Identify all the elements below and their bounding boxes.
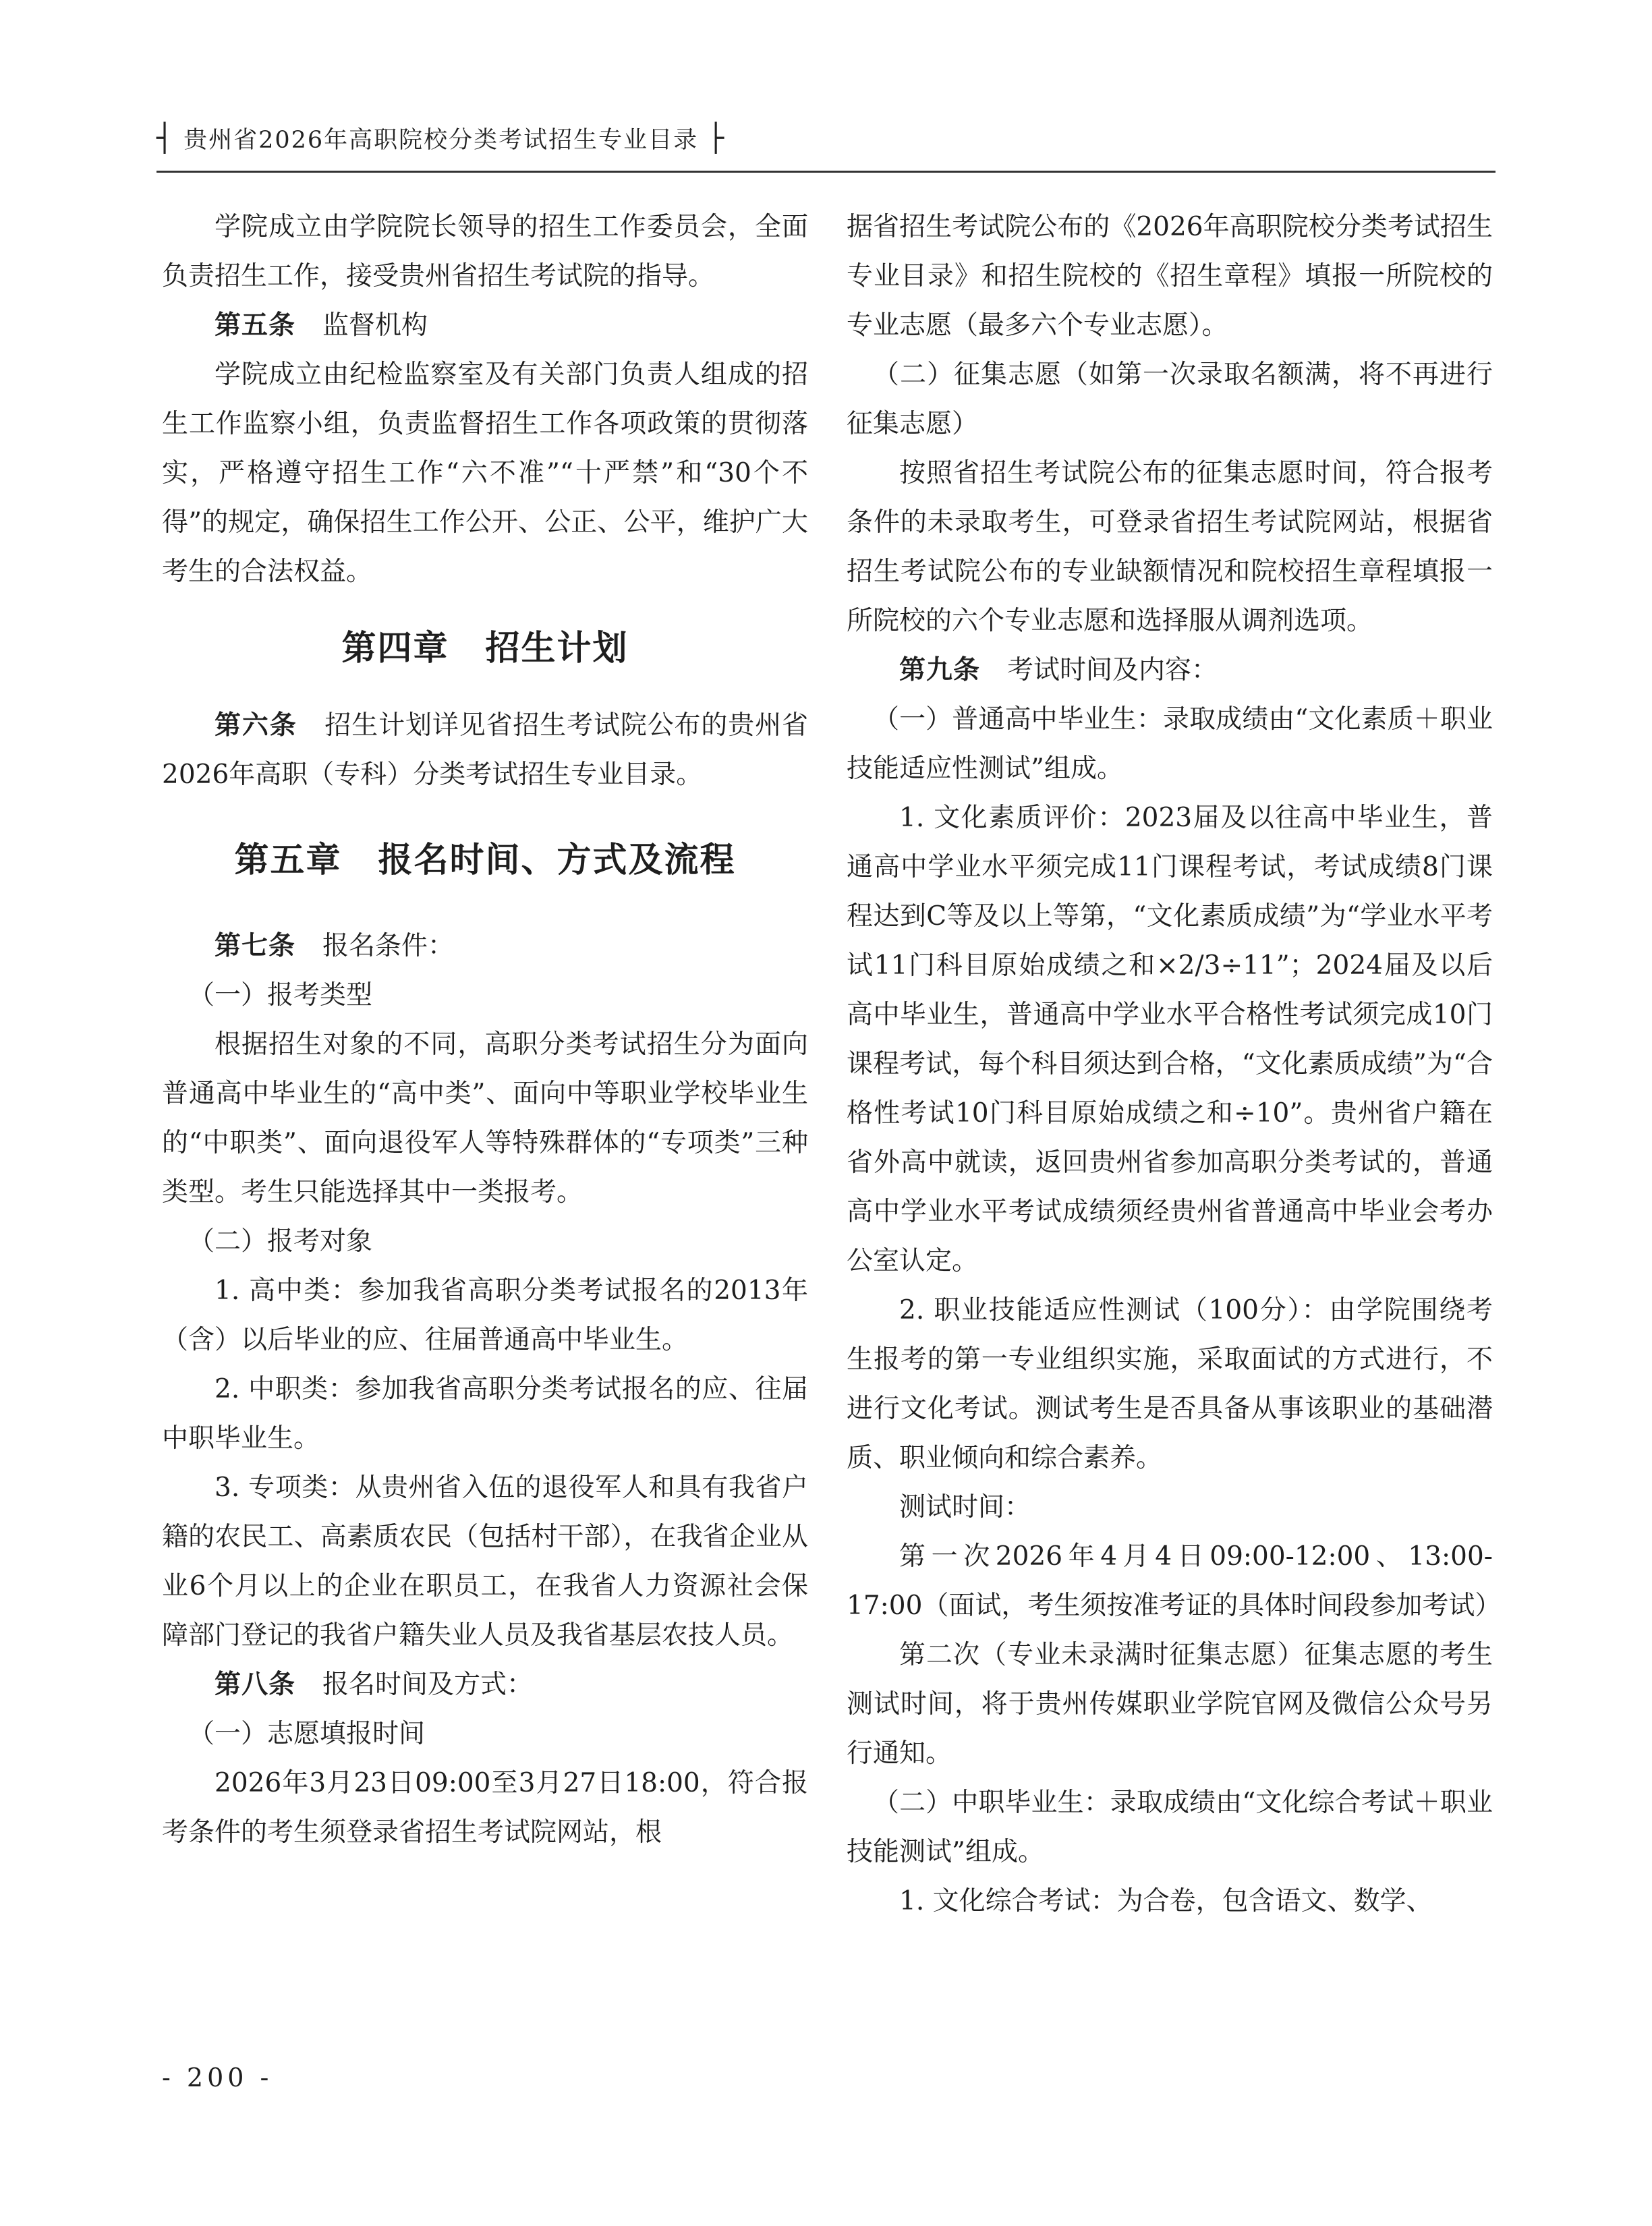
chapter-title: 招生计划 — [485, 629, 629, 668]
subsection-heading: （二）征集志愿（如第一次录取名额满，将不再进行征集志愿） — [847, 360, 1493, 439]
article-paragraph — [162, 701, 808, 799]
article-label: 第七条 — [215, 931, 296, 961]
paragraph: 第二次（专业未录满时征集志愿）征集志愿的考生测试时间，将于贵州传媒职业学院官网及微信公众号另行通知。 — [847, 1640, 1493, 1769]
list-item: 2. 职业技能适应性测试（100分）：由学院围绕考生报考的第一专业组织实施，采取面试的方式进行，不进行文化考试。测试考生是否具备从事该职业的基础潜质、职业倾向和综合素养。 — [847, 1295, 1493, 1473]
list-item: 1. 文化素质评价：2023届及以往高中毕业生，普通高中学业水平须完成11门课程考试，考试成绩8门课程达到C等及以上等第，“文化素质成绩”为“学业水平考试11门科目原始成绩之和×2/3÷11”；2024届及以后高中毕业生，普通高中学业水平合格性考试须完成10门课程考试，每个科目须达到合格，“文化素质成绩”为“合格性考试10门科目原始成绩之和÷10”。贵州省户籍在省外高中就读，返回贵州省参加高职分类考试的，普通高中学业水平考试成绩须经贵州省普通高中毕业会考办公室认定。 — [847, 803, 1493, 1276]
article-heading — [162, 301, 808, 350]
article-title: 报名时间及方式： — [322, 1670, 534, 1700]
article-heading — [162, 921, 808, 971]
header-right-mark: ├ — [708, 123, 726, 154]
subsection-heading: （一）志愿填报时间 — [188, 1719, 426, 1749]
list-item: 2. 中职类：参加我省高职分类考试报名的应、往届中职毕业生。 — [162, 1374, 808, 1454]
paragraph: 学院成立由纪检监察室及有关部门负责人组成的招生工作监察小组，负责监督招生工作各项政策的贯彻落实，严格遵守招生工作“六不准”“十严禁”和“30个不得”的规定，确保招生工作公开、公正、公平，维护广大考生的合法权益。 — [162, 360, 808, 587]
article-heading — [162, 1660, 808, 1709]
chapter-heading — [162, 836, 808, 885]
subsection-heading: （一）普通高中毕业生：录取成绩由“文化素质＋职业技能适应性测试”组成。 — [847, 704, 1493, 784]
paragraph: 学院成立由学院院长领导的招生工作委员会，全面负责招生工作，接受贵州省招生考试院的指导。 — [162, 212, 808, 291]
page-number: - 200 - — [162, 2063, 273, 2092]
paragraph: 按照省招生考试院公布的征集志愿时间，符合报考条件的未录取考生，可登录省招生考试院网站，根据省招生考试院公布的专业缺额情况和院校招生章程填报一所院校的六个专业志愿和选择服从调剂选项。 — [847, 458, 1493, 636]
test-time-label: 测试时间： — [899, 1492, 1031, 1522]
list-item: 1. 高中类：参加我省高职分类考试报名的2013年（含）以后毕业的应、往届普通高中毕业生。 — [162, 1276, 809, 1355]
running-header — [156, 121, 725, 155]
subsection-heading: （二）报考对象 — [188, 1226, 373, 1257]
article-label: 第六条 — [215, 710, 297, 741]
list-item: 1. 文化综合考试：为合卷，包含语文、数学、 — [899, 1886, 1433, 1916]
article-title: 报名条件： — [322, 931, 455, 961]
chapter-title: 报名时间、方式及流程 — [378, 840, 736, 880]
left-column — [162, 202, 808, 1857]
header-title: 贵州省2026年高职院校分类考试招生专业目录 — [183, 127, 699, 154]
article-label: 第五条 — [215, 310, 296, 341]
article-title: 监督机构 — [322, 310, 428, 341]
paragraph: 根据招生对象的不同，高职分类考试招生分为面向普通高中毕业生的“高中类”、面向中等职业学校毕业生的“中职类”、面向退役军人等特殊群体的“专项类”三种类型。考生只能选择其中一类报考。 — [162, 1029, 808, 1207]
right-column — [847, 202, 1502, 1926]
chapter-number: 第五章 — [234, 840, 342, 880]
paragraph: 2026年3月23日09:00至3月27日18:00，符合报考条件的考生须登录省招生考试院网站，根 — [162, 1768, 808, 1848]
chapter-heading — [162, 624, 808, 673]
article-heading — [847, 646, 1493, 695]
article-text: 招生计划详见省招生考试院公布的贵州省2026年高职（专科）分类考试招生专业目录。 — [162, 710, 808, 790]
article-label: 第八条 — [215, 1670, 296, 1700]
header-left-mark: ┤ — [156, 123, 175, 154]
list-item: 3. 专项类：从贵州省入伍的退役军人和具有我省户籍的农民工、高素质农民（包括村干部），在我省企业从业6个月以上的企业在职员工，在我省人力资源社会保障部门登记的我省户籍失业人员及我省基层农技人员。 — [162, 1473, 808, 1651]
paragraph: 第一次2026年4月4日09:00-12:00、13:00-17:00（面试，考生须按准考证的具体时间段参加考试） — [847, 1541, 1502, 1621]
paragraph: 据省招生考试院公布的《2026年高职院校分类考试招生专业目录》和招生院校的《招生章程》填报一所院校的专业志愿（最多六个专业志愿）。 — [847, 212, 1493, 341]
header-rule — [156, 171, 1496, 173]
subsection-heading: （二）中职毕业生：录取成绩由“文化综合考试＋职业技能测试”组成。 — [847, 1788, 1493, 1867]
subsection-heading: （一）报考类型 — [188, 980, 373, 1010]
chapter-number: 第四章 — [341, 629, 449, 668]
article-title: 考试时间及内容： — [1007, 655, 1218, 685]
article-label: 第九条 — [899, 655, 981, 685]
